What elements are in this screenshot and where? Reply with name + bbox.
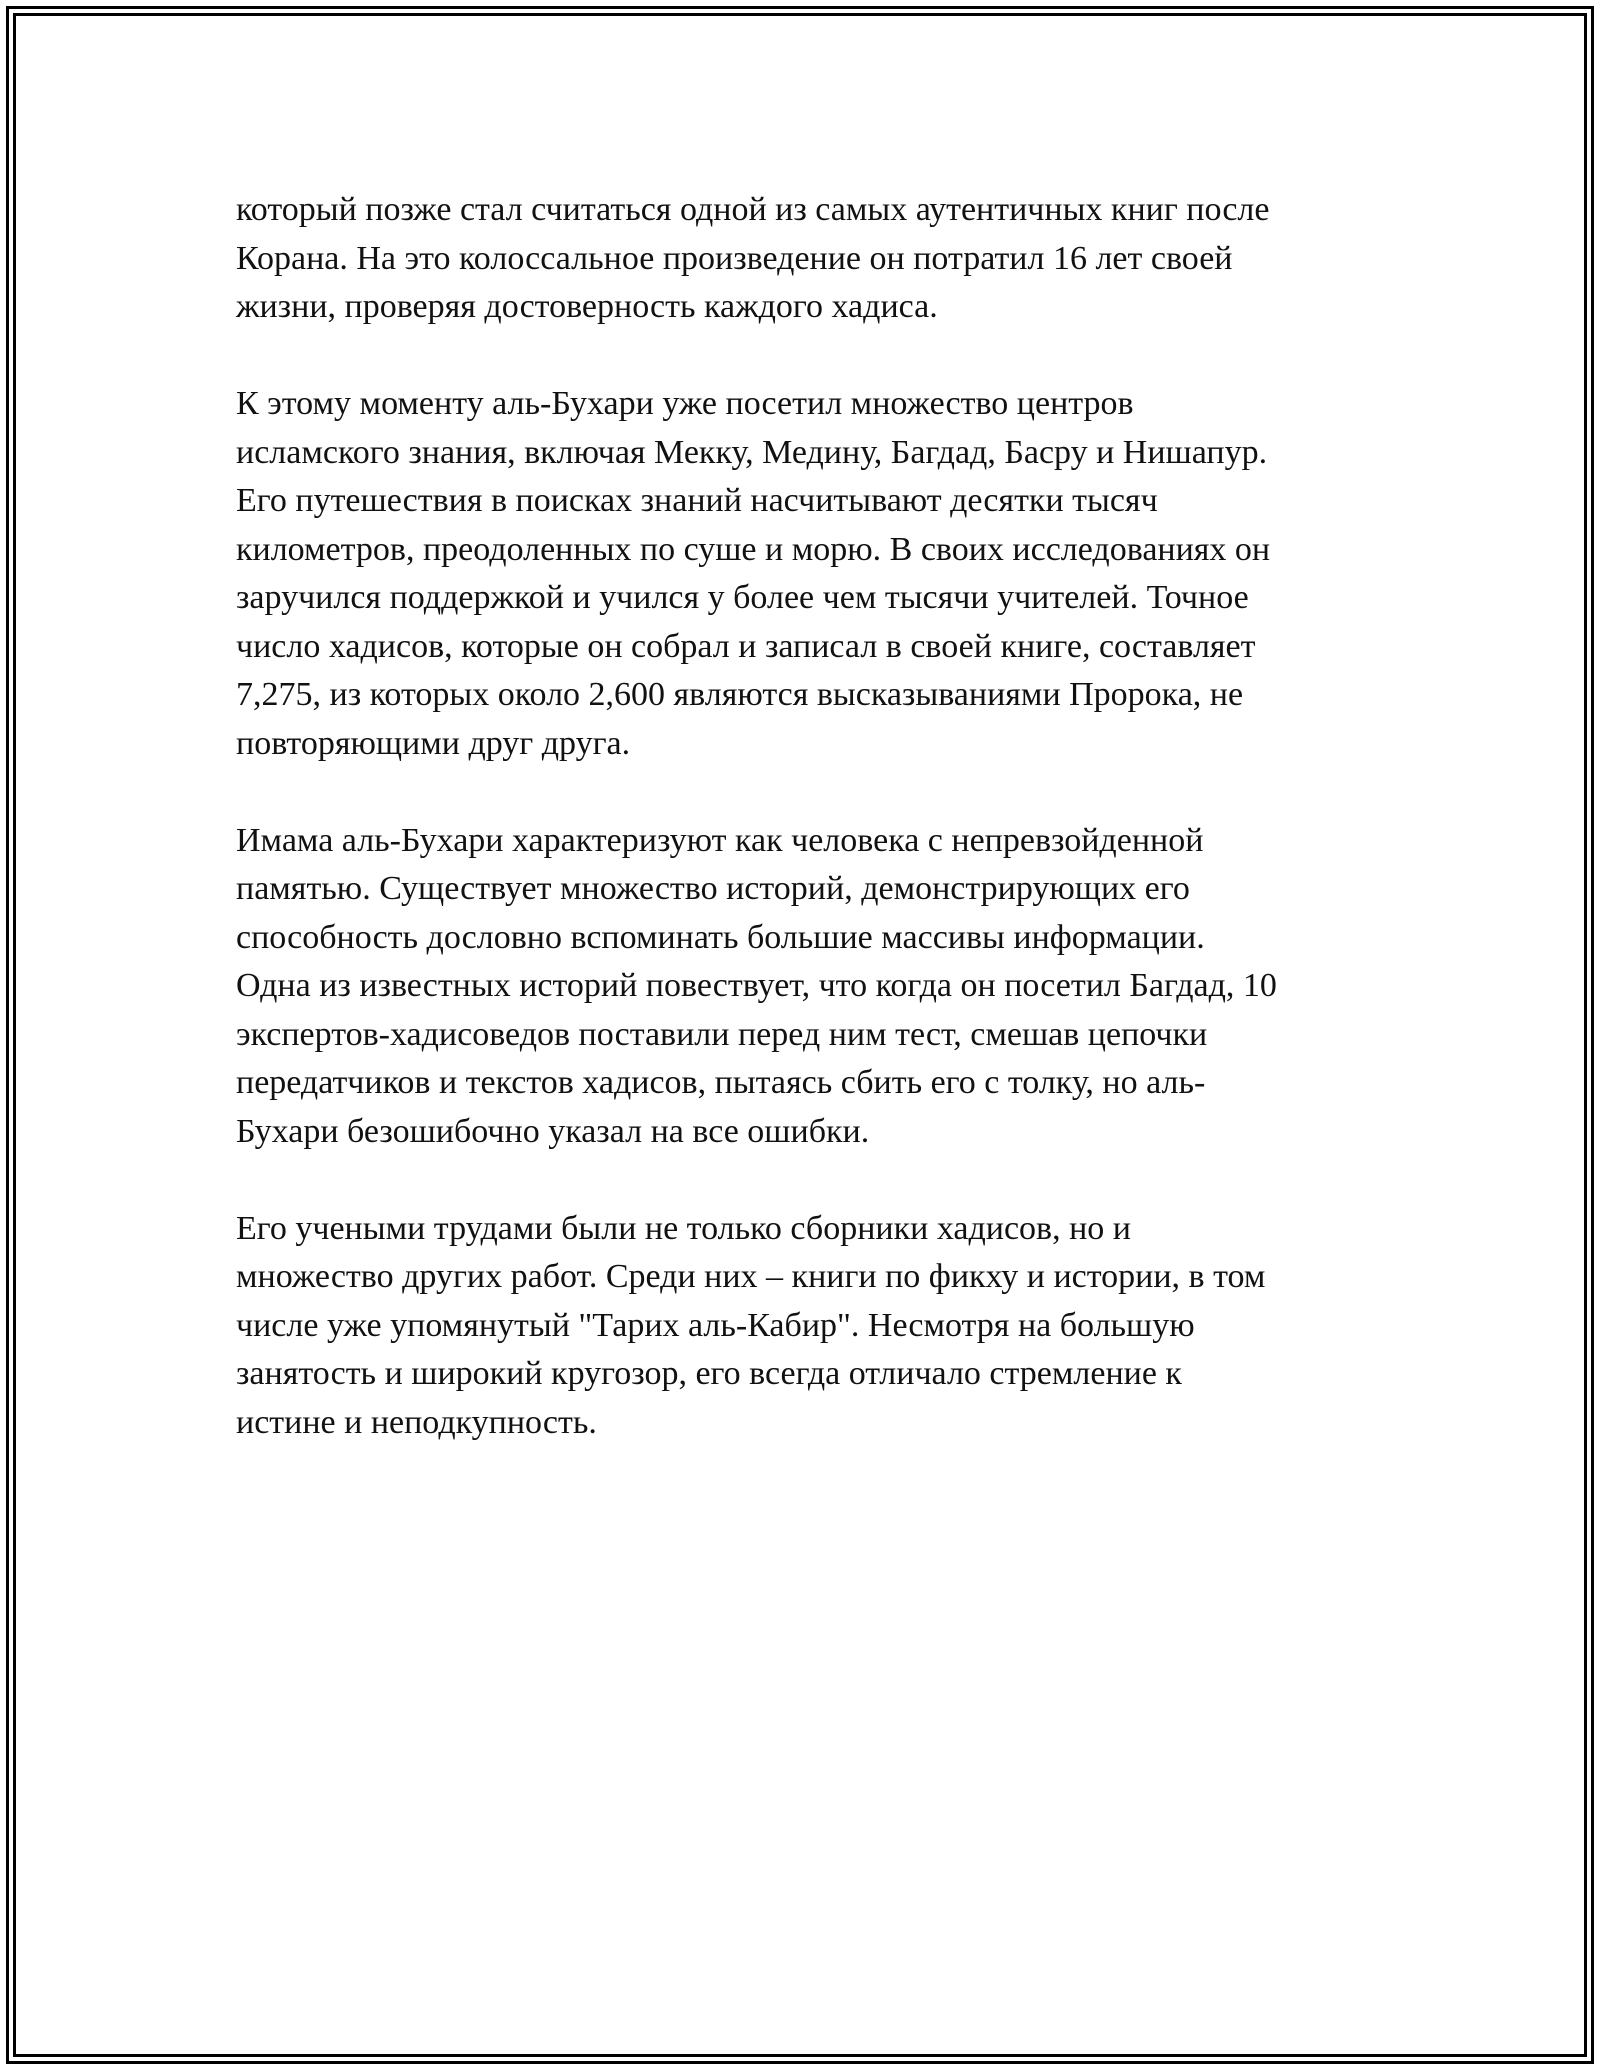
text-line: жизни, проверяя достоверность каждого хадиса. xyxy=(236,288,938,325)
paragraph-3 xyxy=(236,817,1386,1157)
text-line: повторяющими друг друга. xyxy=(236,724,631,762)
text-line: К этому моменту аль-Бухари уже посетил множество центров xyxy=(236,385,1134,422)
text-line: который позже стал считаться одной из самых аутентичных книг после xyxy=(236,191,1270,228)
text-line: Его путешествия в поисках знаний насчитывают десятки тысяч xyxy=(236,482,1158,519)
text-line: исламского знания, включая Мекку, Медину, Багдад, Басру и Нишапур. xyxy=(236,433,1268,471)
text-line: передатчиков и текстов хадисов, пытаясь сбить его с толку, но аль- xyxy=(236,1064,1206,1101)
text-line: Одна из известных историй повествует, что когда он посетил Багдад, 10 xyxy=(236,967,1277,1004)
text-line: способность дословно вспоминать большие массивы информации. xyxy=(236,918,1205,956)
text-line: Имама аль-Бухари характеризуют как человека с непревзойденной xyxy=(236,821,1204,859)
text-line: занятость и широкий кругозор, его всегда отличало стремление к xyxy=(236,1355,1182,1392)
paragraph-1 xyxy=(236,186,1386,332)
text-line: экспертов-хадисоведов поставили перед ним тест, смешав цепочки xyxy=(236,1015,1208,1053)
text-line: памятью. Существует множество историй, демонстрирующих его xyxy=(236,870,1190,907)
text-line: множество других работ. Среди них – книги по фикху и истории, в том xyxy=(236,1258,1266,1295)
text-line: числе уже упомянутый "Тарих аль-Кабир". Несмотря на большую xyxy=(236,1306,1195,1344)
text-line: 7,275, из которых около 2,600 являются высказываниями Пророка, не xyxy=(236,676,1244,713)
text-line: заручился поддержкой и учился у более чем тысячи учителей. Точное xyxy=(236,579,1249,616)
paragraph-4 xyxy=(236,1205,1386,1448)
text-line: Корана. На это колоссальное произведение он потратил 16 лет своей xyxy=(236,239,1233,277)
text-line: Бухари безошибочно указал на все ошибки. xyxy=(236,1112,870,1150)
text-line: число хадисов, которые он собрал и записал в своей книге, составляет xyxy=(236,627,1256,665)
text-line: километров, преодоленных по суше и морю. В своих исследованиях он xyxy=(236,530,1271,568)
text-line: истине и неподкупность. xyxy=(236,1403,597,1441)
document-body xyxy=(236,186,1386,1496)
paragraph-2 xyxy=(236,380,1386,768)
text-line: Его учеными трудами были не только сборники хадисов, но и xyxy=(236,1209,1131,1247)
